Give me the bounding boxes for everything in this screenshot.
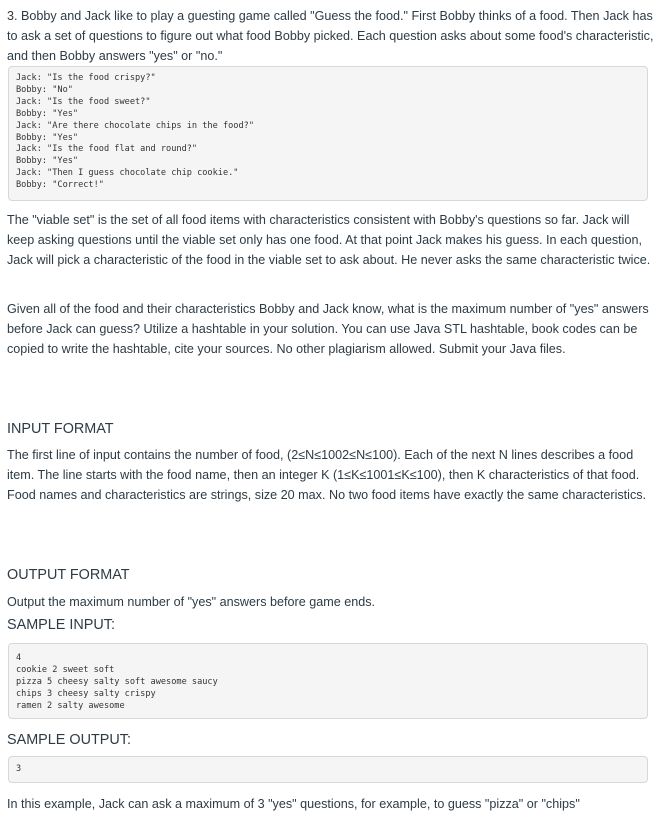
sample-output-heading: SAMPLE OUTPUT: [7, 732, 131, 748]
output-format-text: Output the maximum number of "yes" answers before game ends. [7, 595, 376, 609]
problem-intro: 3. Bobby and Jack like to play a guesting game called "Guess the food." First Bobby thinks of a food. Then Jack has to ask a set of questions to figure out what food Bobby picked. Each question asks about some food's characteristic, and then Bobby answers "yes" or "no." [7, 9, 654, 63]
dialogue-line: Bobby: "Correct!" [16, 180, 104, 191]
dialogue-line: Bobby: "Yes" [16, 156, 79, 167]
dialogue-line: Bobby: "Yes" [16, 132, 79, 143]
dialogue-line: Jack: "Is the food sweet?" [16, 96, 151, 107]
dialogue-line: Jack: "Is the food flat and round?" [16, 144, 198, 155]
explanation-text: In this example, Jack can ask a maximum of 3 "yes" questions, for example, to guess "pizza" or "chips" [7, 797, 580, 811]
sample-input-code-block [8, 643, 648, 719]
dialogue-line: Bobby: "Yes" [16, 108, 79, 119]
sample-input-heading: SAMPLE INPUT: [7, 617, 115, 633]
dialogue-line: Jack: "Is the food crispy?" [16, 73, 156, 83]
dialogue-line: Jack: "Are there chocolate chips in the food?" [16, 120, 254, 131]
sample-input-line: cookie 2 sweet soft [16, 664, 115, 675]
task-paragraph: Given all of the food and their characteristics Bobby and Jack know, what is the maximum number of "yes" answers before Jack can guess? Utilize a hashtable in your solution. You can use Java STL hashtable, book codes can be copied to write the hashtable, cite your sources. No other plagiarism allowed. Submit your Java files. [7, 302, 649, 356]
input-format-heading: INPUT FORMAT [7, 421, 114, 437]
dialogue-line: Jack: "Then I guess chocolate chip cookie." [16, 168, 239, 179]
sample-input-line: pizza 5 cheesy salty soft awesome saucy [16, 676, 218, 687]
dialogue-line: Bobby: "No" [16, 84, 73, 95]
dialogue-code-block [8, 66, 648, 201]
viable-set-paragraph: The "viable set" is the set of all food items with characteristics consistent with Bobby's questions so far. Jack will keep asking questions until the viable set only has one food. At that point Jack makes his guess. In each question, Jack will pick a characteristic of the food in the viable set to ask about. He never asks the same characteristic twice. [7, 213, 651, 267]
sample-input-line: ramen 2 salty awesome [16, 700, 125, 711]
output-format-heading: OUTPUT FORMAT [7, 567, 130, 583]
input-format-text: The first line of input contains the number of food, (2≤N≤1002≤N≤100). Each of the next N lines describes a food item. The line starts with the food name, then an integer K (1≤K≤1001≤K≤100), then K characteristics of that food. Food names and characteristics are strings, size 20 max. No two food items have exactly the same characteristics. [7, 448, 647, 502]
sample-output-line: 3 [16, 764, 22, 774]
sample-input-line: chips 3 cheesy salty crispy [16, 688, 156, 699]
sample-input-line: 4 [16, 653, 22, 663]
sample-output-code-block [8, 756, 648, 783]
